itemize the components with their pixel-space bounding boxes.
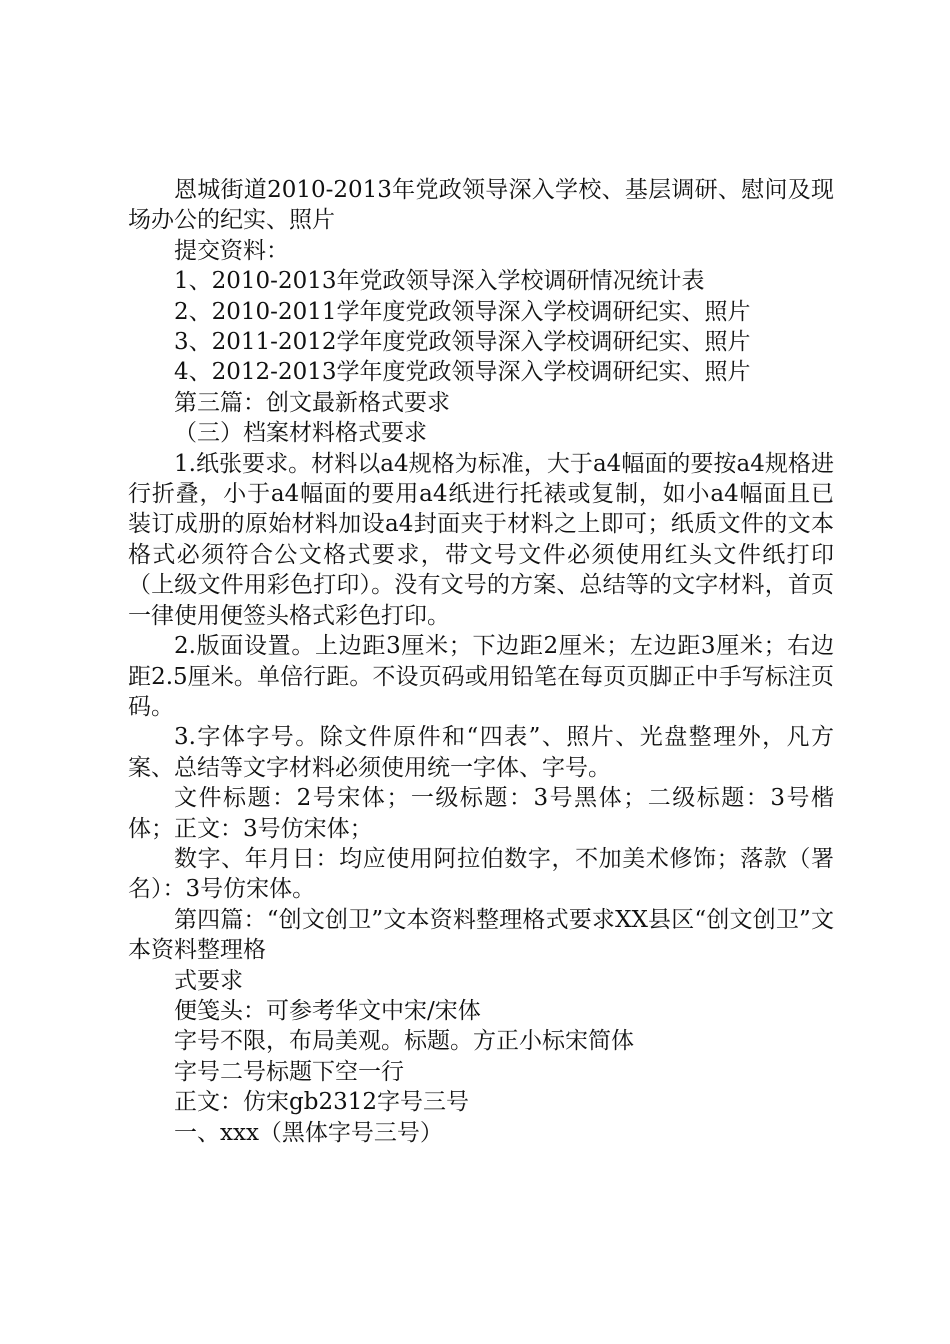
paragraph-title-spacing: 字号二号标题下空一行 [174,1058,404,1085]
list-item-4: 4、2012-2013学年度党政领导深入学校调研纪实、照片 [174,359,751,386]
document-body [128,175,834,1148]
paragraph-numbers-dates: 数字、年月日：均应使用阿拉伯数字，不加美术修饰；落款（署名）：3号仿宋体。 [128,845,834,903]
list-item-2: 2、2010-2011学年度党政领导深入学校调研纪实、照片 [174,298,751,325]
paragraph-intro: 恩城街道2010-2013年党政领导深入学校、基层调研、慰问及现场办公的纪实、照片 [128,177,834,234]
list-item-1: 1、2010-2013年党政领导深入学校调研情况统计表 [174,268,705,295]
section-heading-4: 第四篇：“创文创卫”文本资料整理格式要求XX县区“创文创卫”文本资料整理格 [128,906,834,964]
paragraph-body-font: 正文：仿宋gb2312字号三号 [174,1089,469,1116]
section-heading-3: 第三篇：创文最新格式要求 [174,389,450,416]
paragraph-letterhead: 便笺头：可参考华文中宋/宋体 [174,997,481,1024]
paragraph-submit-materials: 提交资料： [174,237,289,264]
paragraph-paper-requirements: 1.纸张要求。材料以a4规格为标准，大于a4幅面的要按a4规格进行折叠，小于a4幅面的要用a4纸进行托裱或复制，如小a4幅面且已装订成册的原始材料加设a4封面夹于材料之上即可；纸质文件的文本格式必须符合公文格式要求，带文号文件必须使用红头文件纸打印（上级文件用彩色打印）。没有文号的方案、总结等的文字材料，首页一律使用便签头格式彩色打印。 [128,450,834,629]
list-item-3: 3、2011-2012学年度党政领导深入学校调研纪实、照片 [174,329,751,356]
paragraph-font-requirements: 3.字体字号。除文件原件和“四表”、照片、光盘整理外，凡方案、总结等文字材料必须使用统一字体、字号。 [128,724,834,781]
paragraph-title-fonts: 文件标题：2号宋体；一级标题：3号黑体；二级标题：3号楷体；正文：3号仿宋体； [128,785,834,842]
paragraph-layout-settings: 2.版面设置。上边距3厘米；下边距2厘米；左边距3厘米；右边距2.5厘米。单倍行距。不设页码或用铅笔在每页页脚正中手写标注页码。 [128,633,834,720]
subsection-heading: （三）档案材料格式要求 [174,420,427,447]
paragraph-format-requirements: 式要求 [174,967,243,994]
paragraph-font-size-title: 字号不限，布局美观。标题。方正小标宋简体 [174,1028,634,1055]
paragraph-heading-1-format: 一、xxx（黑体字号三号） [174,1119,443,1146]
